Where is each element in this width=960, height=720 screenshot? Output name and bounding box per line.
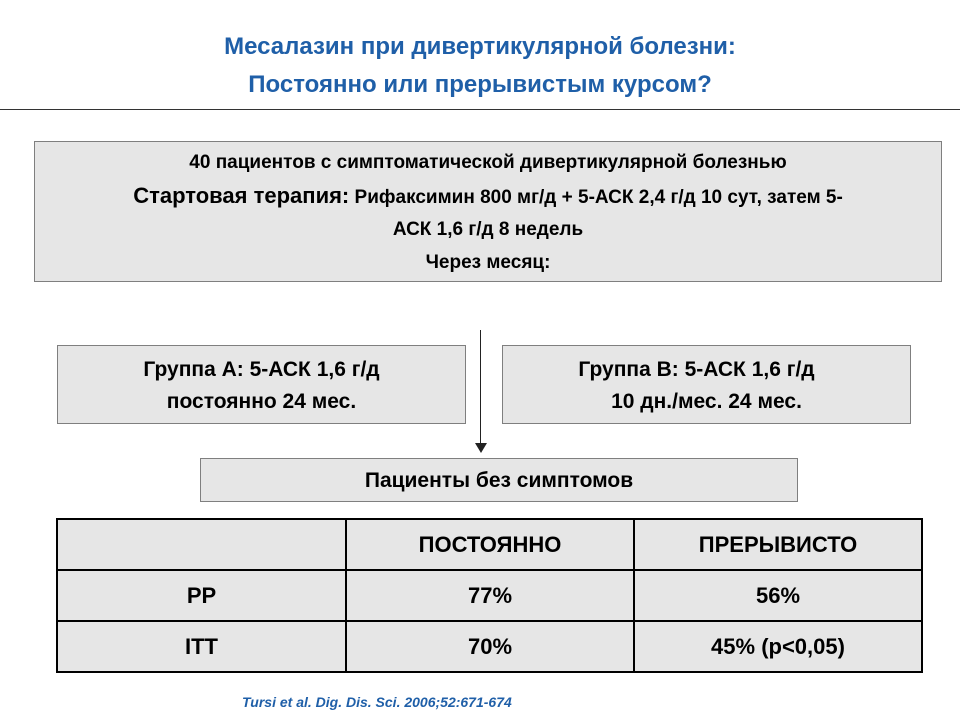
results-table	[56, 518, 923, 673]
therapy-label: Стартовая терапия:	[133, 183, 350, 208]
group-b-line2: 10 дн./мес. 24 мес.	[611, 390, 802, 413]
pp-intermittent-value: 56%	[634, 570, 922, 621]
patients-line: 40 пациентов с симптоматической дивертикулярной болезнью	[189, 152, 787, 173]
pp-continuous-value: 77%	[346, 570, 634, 621]
therapy-details: Рифаксимин 800 мг/д + 5-АСК 2,4 г/д 10 сут, затем 5-	[349, 187, 843, 208]
citation: Tursi et al. Dig. Dis. Sci. 2006;52:671-674	[242, 694, 512, 710]
asymptomatic-label: Пациенты без симптомов	[364, 469, 634, 492]
flow-arrow-line	[480, 330, 481, 444]
study-design-box	[34, 141, 942, 282]
group-a-line2: постоянно 24 мес.	[166, 390, 357, 413]
therapy-line-cont: АСК 1,6 г/д 8 недель	[392, 219, 584, 240]
group-a-line1: Группа А: 5-АСК 1,6 г/д	[143, 358, 380, 381]
table-header-row	[57, 519, 922, 570]
row-label-pp: PP	[57, 570, 346, 621]
table-row	[57, 621, 922, 672]
slide-title-line2: Постоянно или прерывистым курсом?	[248, 71, 712, 98]
itt-continuous-value: 70%	[346, 621, 634, 672]
header-cell-continuous: ПОСТОЯННО	[346, 519, 634, 570]
group-b-box	[502, 345, 911, 424]
flow-arrow-head	[475, 443, 487, 453]
table-row	[57, 570, 922, 621]
therapy-line	[35, 183, 941, 209]
group-a-box	[57, 345, 466, 424]
asymptomatic-box	[200, 458, 798, 502]
header-cell-intermittent: ПРЕРЫВИСТО	[634, 519, 922, 570]
group-b-line1: Группа В: 5-АСК 1,6 г/д	[578, 358, 815, 381]
slide-title-line1: Месалазин при дивертикулярной болезни:	[224, 33, 736, 60]
after-month-line: Через месяц:	[425, 252, 551, 273]
header-cell-empty	[57, 519, 346, 570]
title-divider	[0, 109, 960, 110]
itt-intermittent-value: 45% (p<0,05)	[634, 621, 922, 672]
row-label-itt: ITT	[57, 621, 346, 672]
